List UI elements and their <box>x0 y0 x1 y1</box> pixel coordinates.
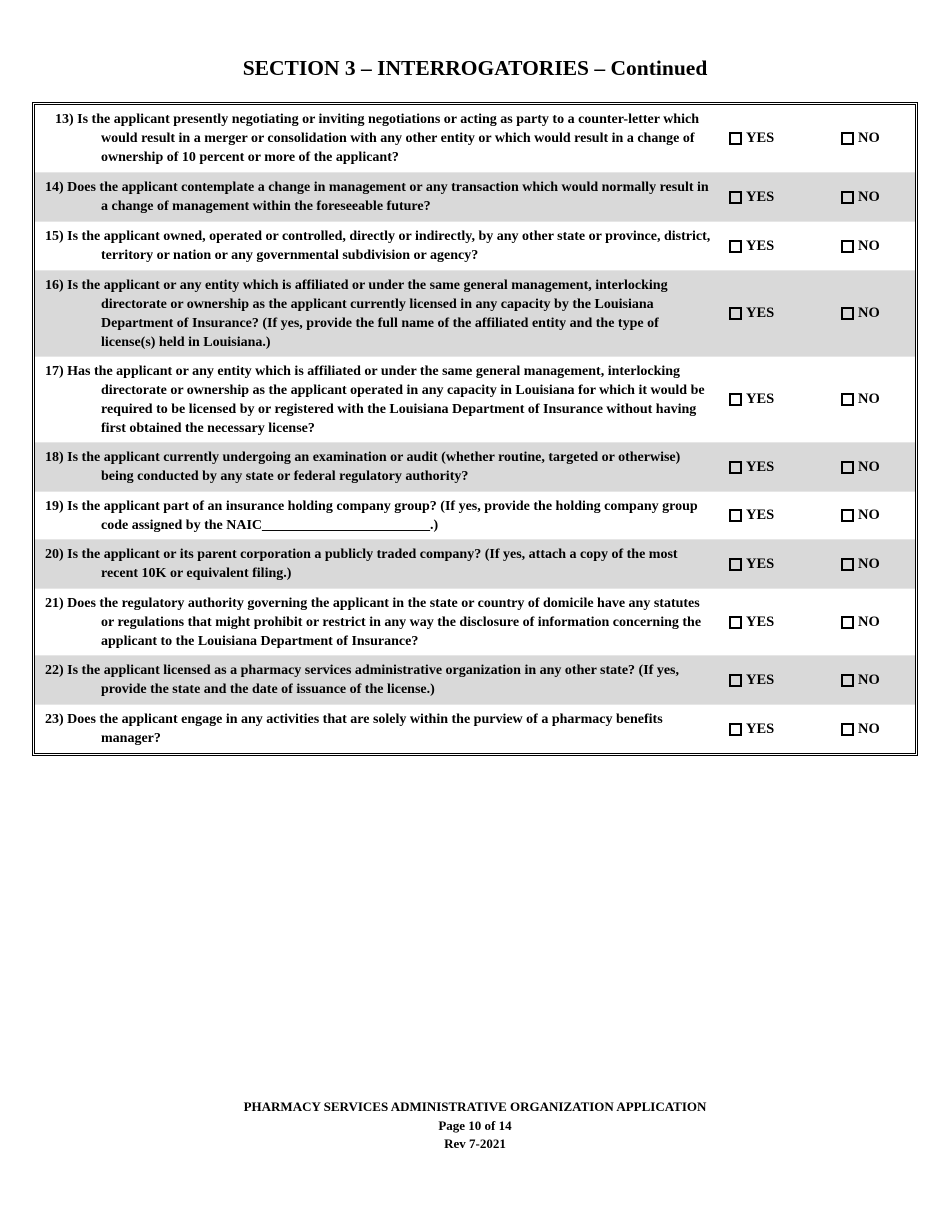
checkbox-icon <box>729 723 742 736</box>
question-row-14 <box>35 173 915 222</box>
yes-checkbox-23[interactable]: YES <box>729 721 774 738</box>
question-text-17: 17) Has the applicant or any entity which is affiliated or under the same general management, interlocking directorate or ownership as the applicant operated in any capacity in Louisiana for which it would be required to be licensed by or registered with the Louisiana Department of Insurance without having first obtained the necessary license? <box>45 363 705 436</box>
checkbox-icon <box>841 393 854 406</box>
no-checkbox-18[interactable]: NO <box>841 459 880 476</box>
checkbox-icon <box>729 307 742 320</box>
question-text-13: 13) Is the applicant presently negotiating or inviting negotiations or acting as party to a counter-letter which would result in a merger or consolidation with any other entity or which would result in a change of ownership of 10 percent or more of the applicant? <box>55 112 699 165</box>
no-checkbox-16[interactable]: NO <box>841 305 880 322</box>
question-row-15 <box>35 222 915 271</box>
question-row-16 <box>35 271 915 357</box>
checkbox-icon <box>841 132 854 145</box>
checkbox-icon <box>841 240 854 253</box>
checkbox-icon <box>729 461 742 474</box>
yes-checkbox-19[interactable]: YES <box>729 507 774 524</box>
yes-checkbox-17[interactable]: YES <box>729 391 774 408</box>
yes-checkbox-13[interactable]: YES <box>729 130 774 147</box>
question-text-21: 21) Does the regulatory authority governing the applicant in the state or country of domicile have any statutes or regulations that might prohibit or restrict in any way the disclosure of information concerning the applicant to the Louisiana Department of Insurance? <box>45 595 702 649</box>
checkbox-icon <box>841 558 854 571</box>
no-checkbox-23[interactable]: NO <box>841 721 880 738</box>
question-row-13 <box>35 105 915 173</box>
no-checkbox-15[interactable]: NO <box>841 238 880 255</box>
yes-checkbox-21[interactable]: YES <box>729 614 774 631</box>
checkbox-icon <box>729 509 742 522</box>
footer-page-number: Page 10 of 14 <box>438 1117 512 1133</box>
yes-checkbox-14[interactable]: YES <box>729 189 774 206</box>
no-checkbox-19[interactable]: NO <box>841 507 880 524</box>
question-row-21 <box>35 589 915 656</box>
no-checkbox-13[interactable]: NO <box>841 130 880 147</box>
page-footer <box>0 1098 950 1154</box>
no-checkbox-22[interactable]: NO <box>841 672 880 689</box>
checkbox-icon <box>729 616 742 629</box>
question-row-17 <box>35 357 915 443</box>
checkbox-icon <box>729 393 742 406</box>
question-text-14: 14) Does the applicant contemplate a change in management or any transaction which would normally result in a change of management within the foreseeable future? <box>45 180 709 214</box>
no-checkbox-20[interactable]: NO <box>841 556 880 573</box>
checkbox-icon <box>729 558 742 571</box>
footer-revision: Rev 7-2021 <box>444 1136 506 1151</box>
question-text-16: 16) Is the applicant or any entity which is affiliated or under the same general management, interlocking directorate or ownership as the applicant currently licensed in any capacity by the Louisiana Department of Insurance? (If yes, provide the full name of the affiliated entity and the type of license(s) held in Louisiana.) <box>45 277 668 350</box>
checkbox-icon <box>729 674 742 687</box>
yes-checkbox-15[interactable]: YES <box>729 238 774 255</box>
interrogatories-table <box>32 102 918 756</box>
checkbox-icon <box>841 307 854 320</box>
question-text-18: 18) Is the applicant currently undergoing an examination or audit (whether routine, targeted or otherwise) being conducted by any state or federal regulatory authority? <box>45 450 681 484</box>
question-row-20 <box>35 540 915 589</box>
question-row-23 <box>35 705 915 753</box>
question-row-22 <box>35 656 915 705</box>
checkbox-icon <box>841 674 854 687</box>
checkbox-icon <box>729 191 742 204</box>
page-title: SECTION 3 – INTERROGATORIES – Continued <box>242 56 708 80</box>
no-checkbox-17[interactable]: NO <box>841 391 880 408</box>
question-text-20: 20) Is the applicant or its parent corporation a publicly traded company? (If yes, attach a copy of the most recent 10K or equivalent filing.) <box>45 547 678 581</box>
checkbox-icon <box>729 132 742 145</box>
yes-checkbox-16[interactable]: YES <box>729 305 774 322</box>
yes-checkbox-22[interactable]: YES <box>729 672 774 689</box>
footer-form-title: PHARMACY SERVICES ADMINISTRATIVE ORGANIZATION APPLICATION <box>243 1099 707 1114</box>
no-checkbox-14[interactable]: NO <box>841 189 880 206</box>
checkbox-icon <box>729 240 742 253</box>
question-row-18 <box>35 443 915 492</box>
question-text-23: 23) Does the applicant engage in any activities that are solely within the purview of a pharmacy benefits manager? <box>45 712 663 746</box>
yes-checkbox-18[interactable]: YES <box>729 459 774 476</box>
question-text-19: 19) Is the applicant part of an insurance holding company group? (If yes, provide the holding company group code assigned by the NAIC________________________.) <box>45 498 698 533</box>
yes-checkbox-20[interactable]: YES <box>729 556 774 573</box>
checkbox-icon <box>841 461 854 474</box>
question-row-19 <box>35 492 915 540</box>
checkbox-icon <box>841 509 854 522</box>
no-checkbox-21[interactable]: NO <box>841 614 880 631</box>
checkbox-icon <box>841 723 854 736</box>
question-text-15: 15) Is the applicant owned, operated or controlled, directly or indirectly, by any other state or province, district, territory or nation or any governmental subdivision or agency? <box>45 229 711 263</box>
checkbox-icon <box>841 191 854 204</box>
checkbox-icon <box>841 616 854 629</box>
question-text-22: 22) Is the applicant licensed as a pharmacy services administrative organization in any other state? (If yes, provide the state and the date of issuance of the license.) <box>45 663 679 697</box>
